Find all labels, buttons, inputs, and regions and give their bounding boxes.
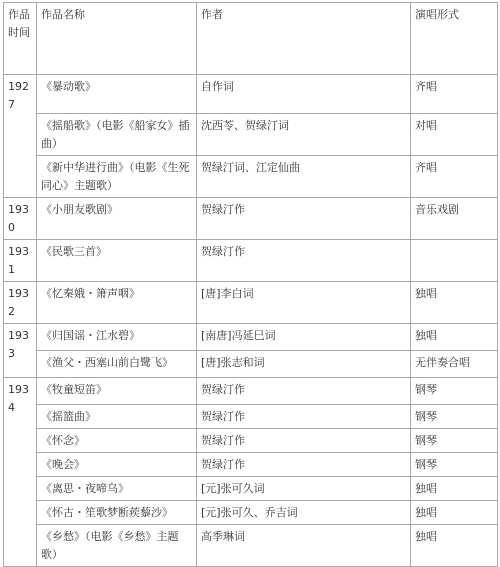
- work-name-cell: 《怀念》: [37, 429, 197, 453]
- table-row: [4, 240, 498, 282]
- form-cell: 音乐戏剧: [411, 198, 498, 240]
- work-name-cell: 《新中华进行曲》（电影《生死同心》主题歌）: [37, 156, 197, 198]
- table-row: [4, 405, 498, 429]
- work-name-cell: 《晚会》: [37, 453, 197, 477]
- header-author: 作者: [197, 3, 411, 75]
- table-row: [4, 75, 498, 114]
- work-name-cell: 《渔父・西塞山前白鹭飞》: [37, 351, 197, 378]
- author-cell: 贺绿汀作: [197, 378, 411, 405]
- work-name-cell: 《怀古・笙歌梦断蒺藜沙》: [37, 501, 197, 525]
- table-row: [4, 453, 498, 477]
- year-cell: 1932: [4, 282, 37, 324]
- author-cell: 自作词: [197, 75, 411, 114]
- form-cell: 钢琴: [411, 429, 498, 453]
- form-cell: 齐唱: [411, 156, 498, 198]
- form-cell: 钢琴: [411, 453, 498, 477]
- work-name-cell: 《摇船歌》（电影《船家女》插曲）: [37, 114, 197, 156]
- table-row: [4, 114, 498, 156]
- author-cell: [元]张可久词: [197, 477, 411, 501]
- work-name-cell: 《离思・夜啼乌》: [37, 477, 197, 501]
- header-form: 演唱形式: [411, 3, 498, 75]
- table-row: [4, 198, 498, 240]
- table-row: [4, 156, 498, 198]
- author-cell: 贺绿汀词、江定仙曲: [197, 156, 411, 198]
- author-cell: 沈西苓、贺绿汀词: [197, 114, 411, 156]
- form-cell: 钢琴: [411, 405, 498, 429]
- author-cell: [唐]张志和词: [197, 351, 411, 378]
- work-name-cell: 《民歌三首》: [37, 240, 197, 282]
- table-row: [4, 429, 498, 453]
- year-cell: 1934: [4, 378, 37, 567]
- author-cell: [唐]李白词: [197, 282, 411, 324]
- header-time: 作品时间: [4, 3, 37, 75]
- work-name-cell: 《乡愁》（电影《乡愁》主题歌）: [37, 525, 197, 567]
- form-cell: 独唱: [411, 282, 498, 324]
- work-name-cell: 《小朋友歌剧》: [37, 198, 197, 240]
- table-row: [4, 525, 498, 567]
- table-row: [4, 351, 498, 378]
- form-cell: 独唱: [411, 501, 498, 525]
- author-cell: [元]张可久、乔吉词: [197, 501, 411, 525]
- author-cell: 贺绿汀作: [197, 240, 411, 282]
- header-name: 作品名称: [37, 3, 197, 75]
- work-name-cell: 《归国谣・江水碧》: [37, 324, 197, 351]
- table-row: [4, 324, 498, 351]
- form-cell: [411, 240, 498, 282]
- author-cell: 贺绿汀作: [197, 405, 411, 429]
- form-cell: 独唱: [411, 324, 498, 351]
- header-row: [4, 3, 498, 75]
- year-cell: 1933: [4, 324, 37, 378]
- author-cell: 贺绿汀作: [197, 453, 411, 477]
- author-cell: 贺绿汀作: [197, 198, 411, 240]
- form-cell: 齐唱: [411, 75, 498, 114]
- work-name-cell: 《牧童短笛》: [37, 378, 197, 405]
- form-cell: 独唱: [411, 477, 498, 501]
- author-cell: [南唐]冯延巳词: [197, 324, 411, 351]
- form-cell: 对唱: [411, 114, 498, 156]
- table-row: [4, 378, 498, 405]
- year-cell: 1930: [4, 198, 37, 240]
- table-row: [4, 282, 498, 324]
- form-cell: 无伴奏合唱: [411, 351, 498, 378]
- author-cell: 贺绿汀作: [197, 429, 411, 453]
- form-cell: 独唱: [411, 525, 498, 567]
- works-table-body: [4, 3, 498, 567]
- year-cell: 1927: [4, 75, 37, 198]
- year-cell: 1931: [4, 240, 37, 282]
- work-name-cell: 《摇篮曲》: [37, 405, 197, 429]
- table-row: [4, 501, 498, 525]
- work-name-cell: 《忆秦娥・箫声咽》: [37, 282, 197, 324]
- work-name-cell: 《暴动歌》: [37, 75, 197, 114]
- works-table: [3, 2, 498, 567]
- table-row: [4, 477, 498, 501]
- form-cell: 钢琴: [411, 378, 498, 405]
- author-cell: 高季琳词: [197, 525, 411, 567]
